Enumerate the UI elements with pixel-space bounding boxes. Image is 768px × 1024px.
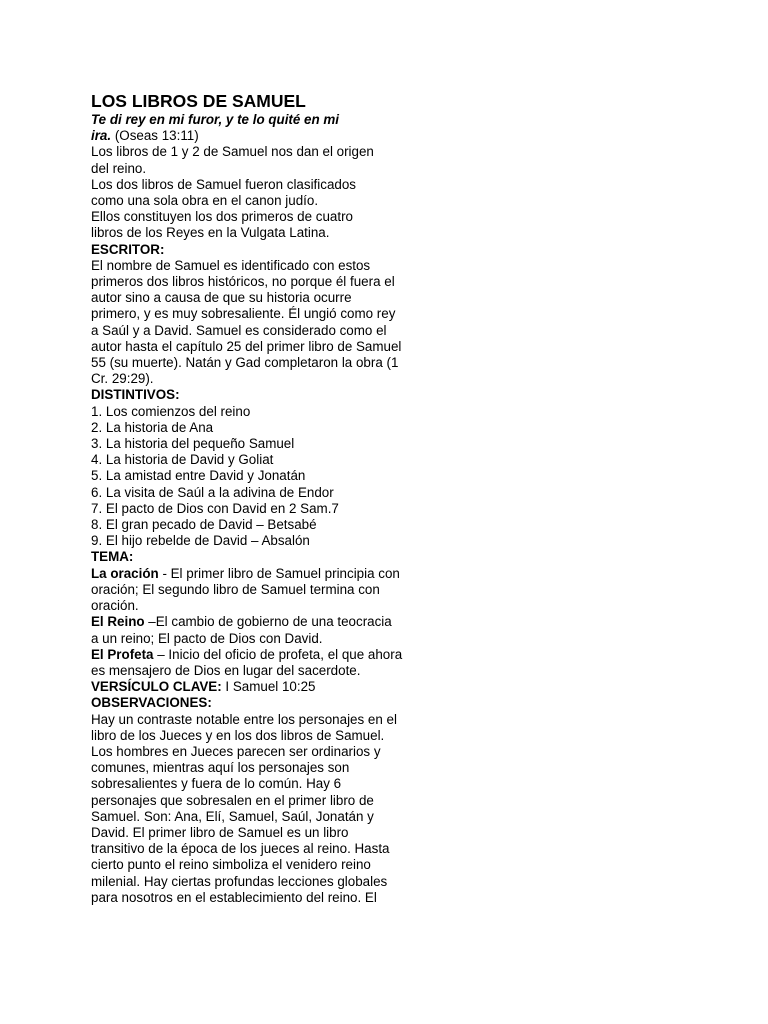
observaciones-line: Los hombres en Jueces parecen ser ordinarios y [91,743,381,759]
versiculo-value: I Samuel 10:25 [221,679,316,695]
tema-reino-line-2: a un reino; El pacto de Dios con David. [91,630,323,646]
epigraph-ira: ira. [91,128,112,144]
observaciones-line: libro de los Jueces y en los dos libros de Samuel. [91,727,385,743]
observaciones-heading: OBSERVACIONES: [91,695,212,711]
tema-profeta-line-1 [91,647,431,663]
intro-line: como una sola obra en el canon judío. [91,193,319,209]
observaciones-line: David. El primer libro de Samuel es un libro [91,824,349,840]
observaciones-paragraph [91,712,431,906]
tema-oracion-line-3: oración. [91,598,139,614]
distintivos-list [91,404,431,550]
distintivos-item: 7. El pacto de Dios con David en 2 Sam.7 [91,500,339,516]
escritor-line: autor hasta el capítulo 25 del primer libro de Samuel [91,338,402,354]
escritor-line: primeros dos libros históricos, no porque él fuera el [91,274,395,290]
escritor-line: a Saúl y a David. Samuel es considerado como el [91,322,387,338]
tema-profeta-text: – Inicio del oficio de profeta, el que ahora [153,646,403,662]
epigraph-reference: (Oseas 13:11) [111,128,199,144]
distintivos-item: 1. Los comienzos del reino [91,403,251,419]
versiculo-clave [91,679,431,695]
intro-paragraph [91,144,431,241]
tema-reino-line-1 [91,614,431,630]
intro-line: del reino. [91,160,147,176]
document-body [91,92,431,906]
escritor-heading: ESCRITOR: [91,241,165,257]
tema-profeta-label: El Profeta [91,646,154,662]
intro-line: Ellos constituyen los dos primeros de cuatro [91,209,353,225]
observaciones-line: Samuel. Son: Ana, Elí, Samuel, Saúl, Jonatán y [91,808,374,824]
distintivos-item: 6. La visita de Saúl a la adivina de Endor [91,484,334,500]
intro-line: Los dos libros de Samuel fueron clasificados [91,176,356,192]
distintivos-heading: DISTINTIVOS: [91,387,180,403]
tema-oracion-line-2: oración; El segundo libro de Samuel termina con [91,581,380,597]
escritor-line: autor sino a causa de que su historia ocurre [91,290,352,306]
tema-reino-label: El Reino [91,614,145,630]
escritor-line: primero, y es muy sobresaliente. Él ungió como rey [91,306,396,322]
tema-heading: TEMA: [91,549,134,565]
epigraph-line-2 [91,128,431,144]
tema-reino-text: –El cambio de gobierno de una teocracia [144,614,392,630]
tema-oracion-line-1 [91,566,431,582]
distintivos-item: 5. La amistad entre David y Jonatán [91,468,306,484]
tema-oracion-text: - El primer libro de Samuel principia con [158,565,400,581]
escritor-line: Cr. 29:29). [91,371,154,387]
observaciones-line: comunes, mientras aquí los personajes son [91,760,350,776]
observaciones-line: cierto punto el reino simboliza el venidero reino [91,857,371,873]
epigraph-line-1: Te di rey en mi furor, y te lo quité en mi [91,112,340,127]
page-title: LOS LIBROS DE SAMUEL [91,91,306,111]
tema-profeta-line-2: es mensajero de Dios en lugar del sacerdote. [91,662,361,678]
escritor-line: 55 (su muerte). Natán y Gad completaron la obra (1 [91,355,399,371]
distintivos-item: 9. El hijo rebelde de David – Absalón [91,533,310,549]
escritor-paragraph [91,258,431,388]
observaciones-line: transitivo de la época de los jueces al reino. Hasta [91,841,390,857]
observaciones-line: Hay un contraste notable entre los personajes en el [91,711,397,727]
observaciones-line: sobresalientes y fuera de lo común. Hay 6 [91,776,342,792]
versiculo-label: VERSÍCULO CLAVE: [91,679,222,695]
intro-line: libros de los Reyes en la Vulgata Latina. [91,225,330,241]
tema-oracion-label: La oración [91,565,159,581]
distintivos-item: 3. La historia del pequeño Samuel [91,436,295,452]
intro-line: Los libros de 1 y 2 de Samuel nos dan el origen [91,144,374,160]
observaciones-line: personajes que sobresalen en el primer libro de [91,792,374,808]
distintivos-item: 4. La historia de David y Goliat [91,452,274,468]
observaciones-line: milenial. Hay ciertas profundas lecciones globales [91,873,388,889]
distintivos-item: 8. El gran pecado de David – Betsabé [91,517,317,533]
distintivos-item: 2. La historia de Ana [91,419,214,435]
escritor-line: El nombre de Samuel es identificado con estos [91,257,371,273]
observaciones-line: para nosotros en el establecimiento del reino. El [91,889,377,905]
